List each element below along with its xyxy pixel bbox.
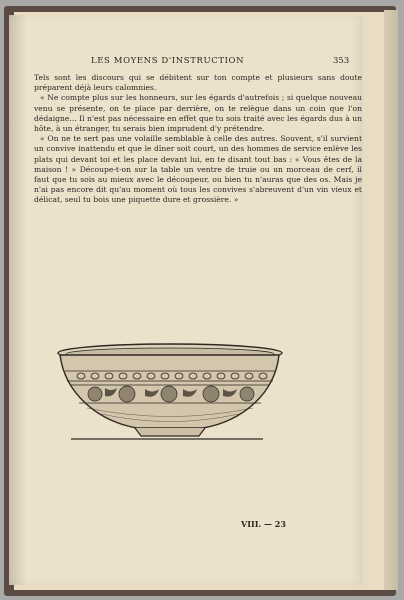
running-head: LES MOYENS D'INSTRUCTION — [91, 56, 245, 66]
page-number: 353 — [333, 56, 350, 66]
paragraph: Tels sont les discours qui se débitent sur ton compte et plusieurs sans doute préparent déjà leurs calomnies. — [34, 73, 362, 93]
page-gutter-shadow — [9, 15, 27, 585]
paragraph: « On ne te sert pas une volaille semblable à celle des autres. Souvent, s'il survient un convive inattendu et que le dîner soit court, un des hommes de service enlève les plats qui devant toi et les place devant lui, en te disant tout bas : « Vous êtes de la maison ! » Découpe-t-on sur la table un ventre de truie ou un morceau de cerf, il faut que tu sois au mieux avec le découpeur, ou bien tu n'auras que des os. Mais je n'ai pas encore dit qu'au moment où tous les convives s'abreuvent d'un vin vieux et délicat, seul tu bois une piquette dure et grossière. » — [34, 134, 362, 205]
body-text — [34, 73, 362, 206]
paragraph: « Ne compte plus sur les honneurs, sur les égards d'autrefois ; si quelque nouveau venu se présente, on te place par derrière, on te relègue dans un coin que l'on dédaigne... Il n'est pas nécessaire en effet que tu sois traité avec les égards dus à un hôte, à un étranger, tu serais bien imprudent d'y prétendre. — [34, 93, 362, 134]
book-page — [9, 15, 363, 585]
bowl-illustration — [57, 333, 287, 458]
page-edges — [384, 10, 398, 590]
printer-signature: VIII. — 23 — [241, 519, 286, 529]
